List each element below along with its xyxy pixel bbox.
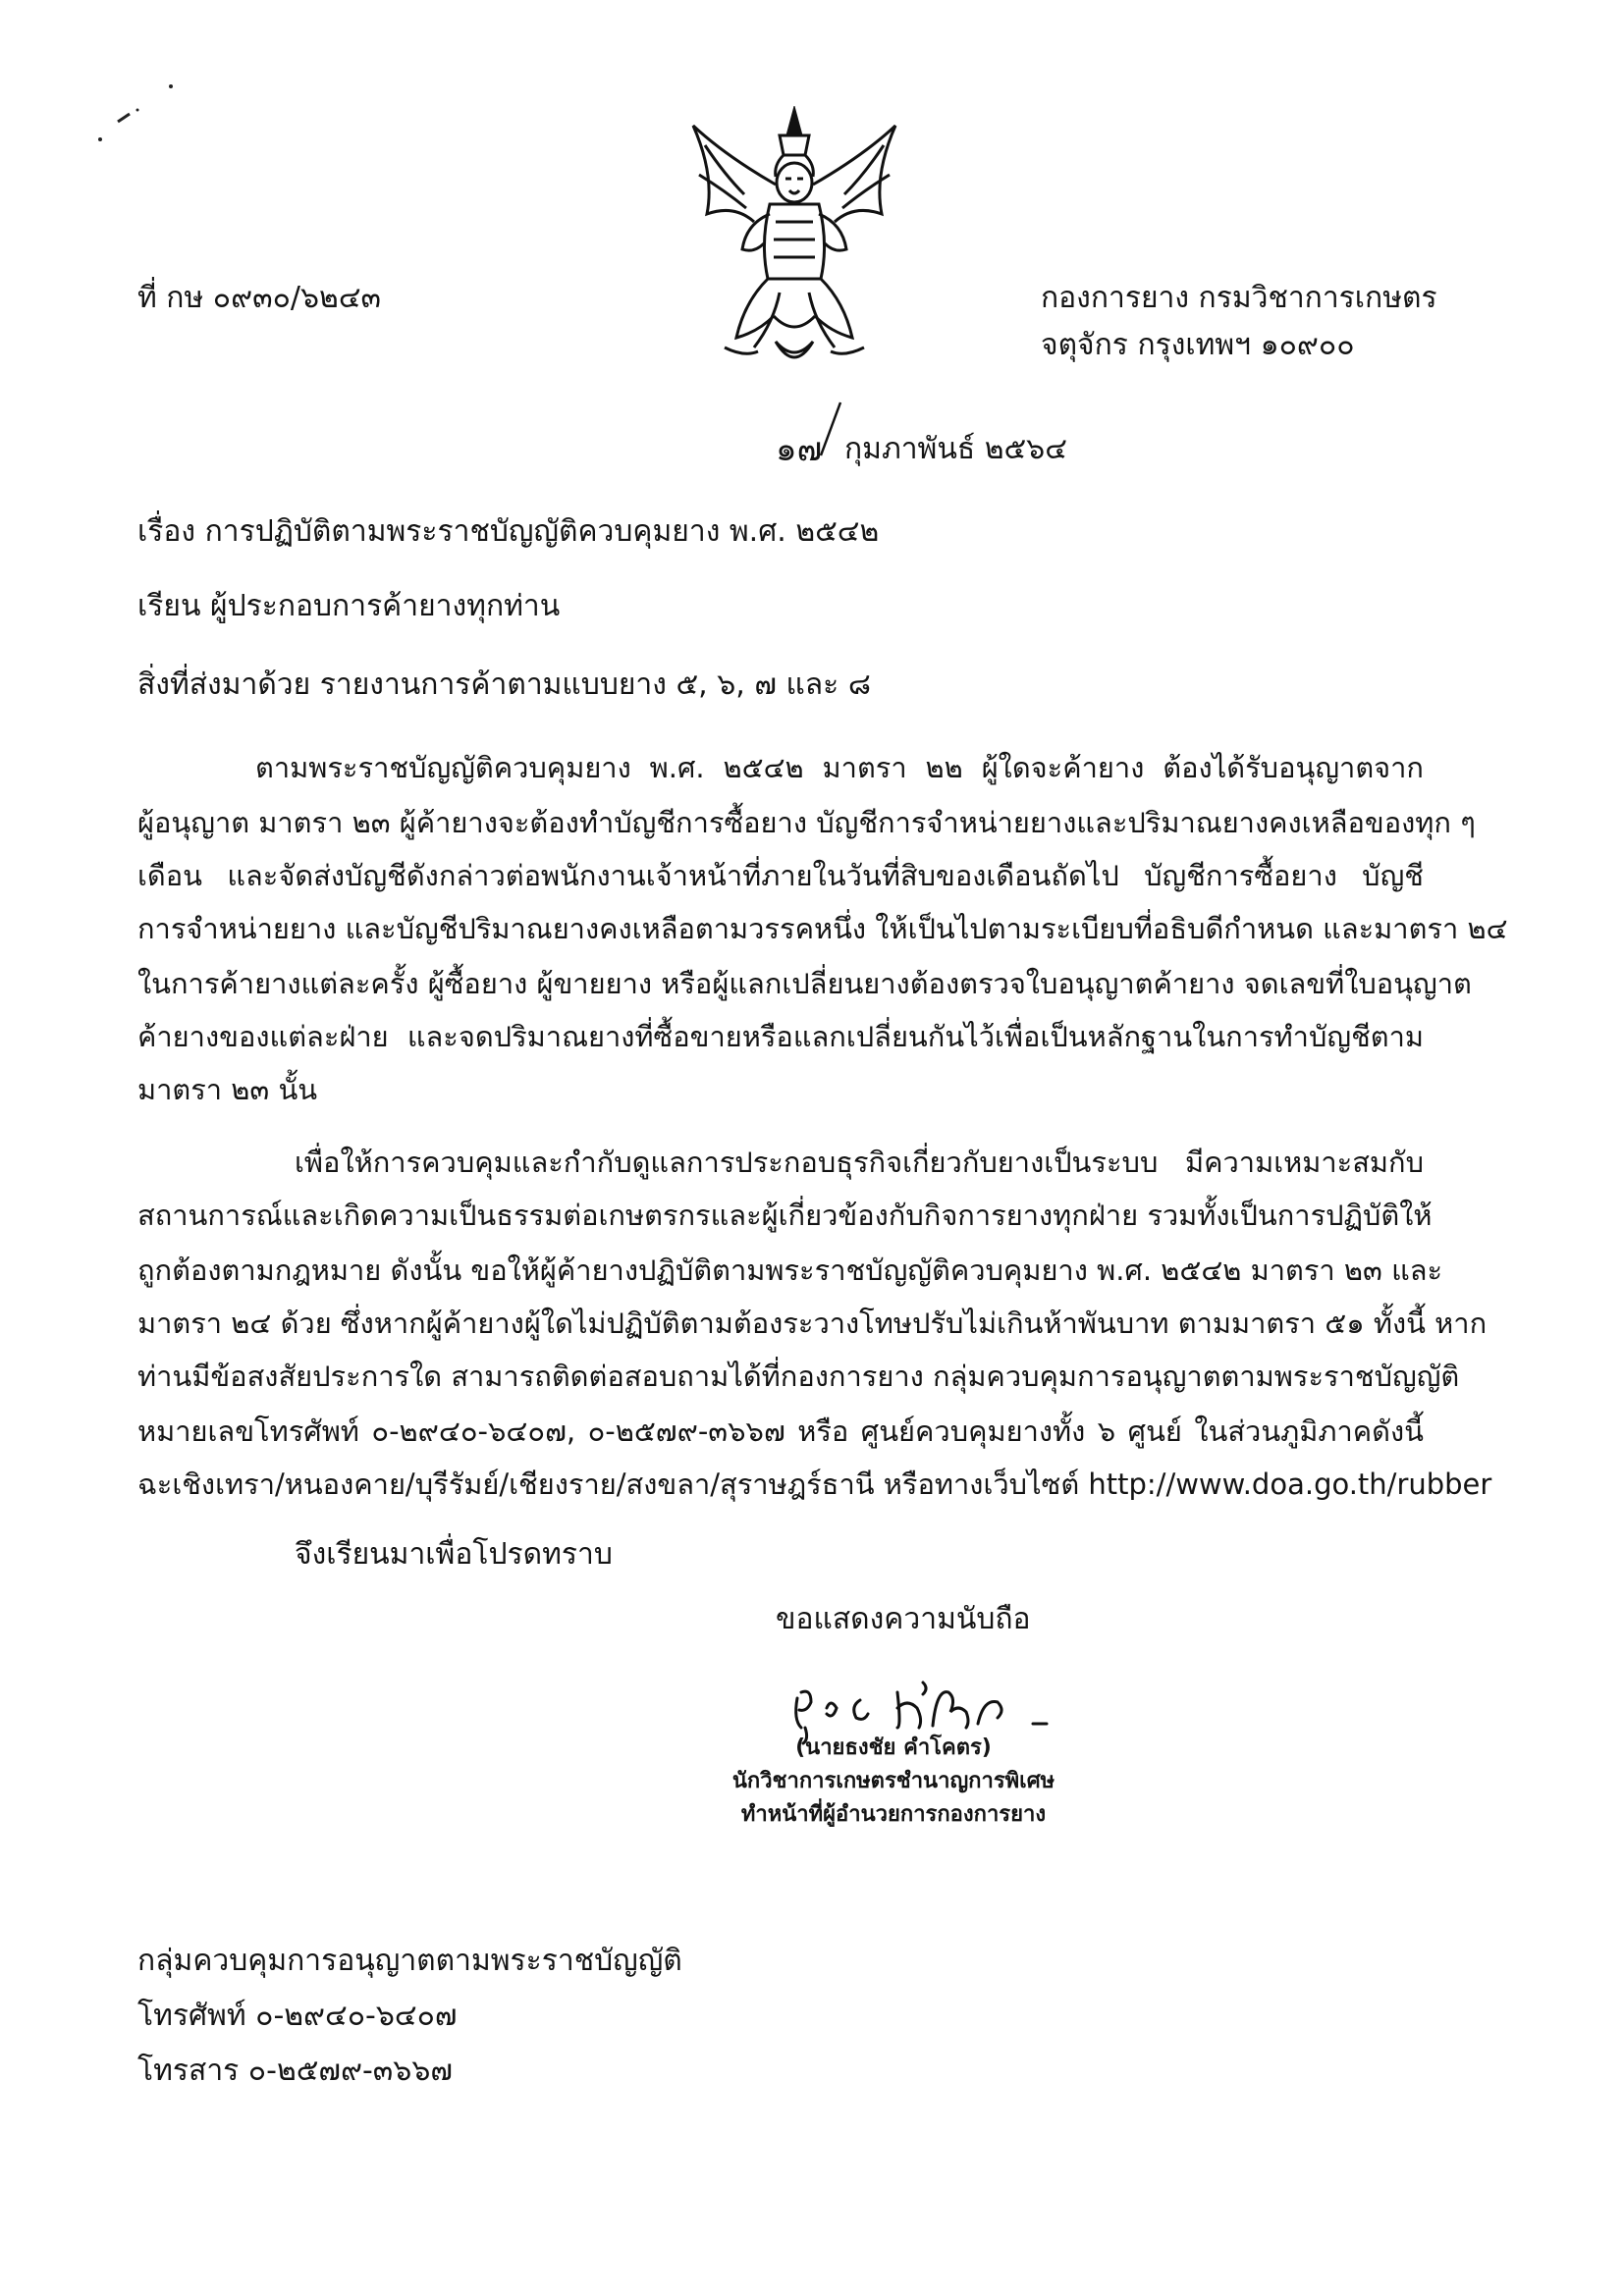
garuda-emblem-icon [685,106,903,373]
document-number: ที่ กษ ๐๙๓๐/๖๒๔๓ [137,281,382,315]
signatory-acting-position: ทำหน้าที่ผู้อำนวยการกองการยาง [740,1802,1047,1827]
organization-address: จตุจักร กรุงเทพฯ ๑๐๙๐๐ [1041,328,1355,362]
date-month-year: กุมภาพันธ์ ๒๕๖๔ [844,432,1067,466]
para1-line: เดือน และจัดส่งบัญชีดังกล่าวต่อพนักงานเจ้าหน้าที่ภายในวันที่สิบของเดือนถัดไป บัญชีการซื้อยาง บัญชี [137,859,1424,892]
para2-line: สถานการณ์และเกิดความเป็นธรรมต่อเกษตรกรและผู้เกี่ยวข้องกับกิจการยางทุกฝ่าย รวมทั้งเป็นการปฏิบัติให้ [137,1199,1433,1232]
closing-line: จึงเรียนมาเพื่อโปรดทราบ [295,1537,613,1572]
para1-line: มาตรา ๒๓ นั้น [137,1073,318,1106]
para2-line: หมายเลขโทรศัพท์ ๐-๒๙๔๐-๖๔๐๗, ๐-๒๕๗๙-๓๖๖๗ หรือ ศูนย์ควบคุมยางทั้ง ๖ ศูนย์ ในส่วนภูมิภาคดังนี้ [137,1415,1424,1448]
signatory-position: นักวิชาการเกษตรชำนาญการพิเศษ [731,1769,1055,1793]
footer-phone: โทรศัพท์ ๐-๒๙๔๐-๖๔๐๗ [137,1999,458,2033]
organization-name: กองการยาง กรมวิชาการเกษตร [1041,281,1437,315]
date-day: ๑๗ [776,430,823,469]
signatory-name: (นายธงชัย คำโคตร) [795,1735,992,1760]
para1-line: ผู้อนุญาต มาตรา ๒๓ ผู้ค้ายางจะต้องทำบัญชีการซื้อยาง บัญชีการจำหน่ายยางและปริมาณยางคงเหลือของทุก ๆ [137,806,1476,839]
para1-line: การจำหน่ายยาง และบัญชีปริมาณยางคงเหลือตามวรรคหนึ่ง ให้เป็นไปตามระเบียบที่อธิบดีกำหนด และมาตรา ๒๔ [137,912,1508,945]
recipient-line: เรียน ผู้ประกอบการค้ายางทุกท่าน [137,589,561,623]
footer-unit: กลุ่มควบคุมการอนุญาตตามพระราชบัญญัติ [137,1944,682,1978]
scan-speck-marks [90,80,179,159]
para2-line: ฉะเชิงเทรา/หนองคาย/บุรีรัมย์/เชียงราย/สงขลา/สุราษฎร์ธานี หรือทางเว็บไซต์ http://www.doa.go.th/rubber [137,1468,1492,1501]
subject-line: เรื่อง การปฏิบัติตามพระราชบัญญัติควบคุมยาง พ.ศ. ๒๕๔๒ [137,514,880,549]
footer-fax: โทรสาร ๐-๒๕๗๙-๓๖๖๗ [137,2054,453,2088]
para1-line: ตามพระราชบัญญัติควบคุมยาง พ.ศ. ๒๕๔๒ มาตรา ๒๒ ผู้ใดจะค้ายาง ต้องได้รับอนุญาตจาก [255,751,1424,784]
enclosure-line: สิ่งที่ส่งมาด้วย รายงานการค้าตามแบบยาง ๕, ๖, ๗ และ ๘ [137,667,871,702]
para1-line: ค้ายางของแต่ละฝ่าย และจดปริมาณยางที่ซื้อขายหรือแลกเปลี่ยนกันไว้เพื่อเป็นหลักฐานในการทำบัญชีตาม [137,1020,1424,1053]
para2-line: ถูกต้องตามกฎหมาย ดังนั้น ขอให้ผู้ค้ายางปฏิบัติตามพระราชบัญญัติควบคุมยาง พ.ศ. ๒๕๔๒ มาตรา ๒๓ และ [137,1254,1443,1287]
date-slash-mark [817,400,846,459]
para2-line: ท่านมีข้อสงสัยประการใด สามารถติดต่อสอบถามได้ที่กองการยาง กลุ่มควบคุมการอนุญาตตามพระราชบัญญัติ [137,1360,1460,1393]
para2-line: มาตรา ๒๔ ด้วย ซึ่งหากผู้ค้ายางผู้ใดไม่ปฏิบัติตามต้องระวางโทษปรับไม่เกินห้าพันบาท ตามมาตรา ๕๑ ทั้งนี้ หาก [137,1307,1488,1340]
regards-line: ขอแสดงความนับถือ [776,1602,1031,1636]
para2-line: เพื่อให้การควบคุมและกำกับดูแลการประกอบธุรกิจเกี่ยวกับยางเป็นระบบ มีความเหมาะสมกับ [295,1146,1424,1179]
para1-line: ในการค้ายางแต่ละครั้ง ผู้ซื้อยาง ผู้ขายยาง หรือผู้แลกเปลี่ยนยางต้องตรวจใบอนุญาตค้ายาง จดเลขที่ใบอนุญาต [137,967,1472,1000]
